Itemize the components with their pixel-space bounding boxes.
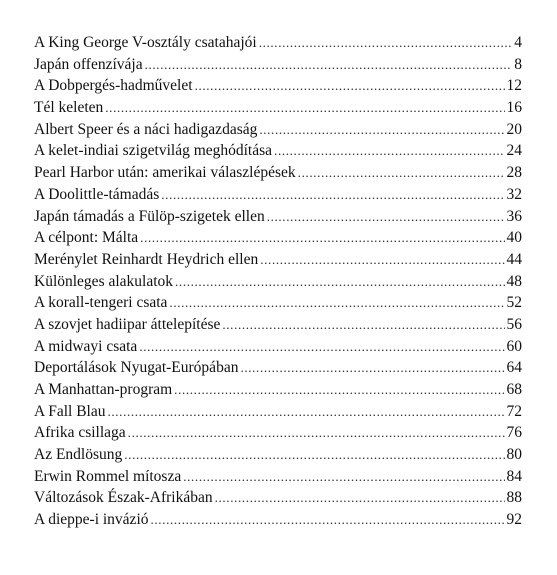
dot-leader <box>267 206 505 228</box>
toc-entry-page: 72 <box>506 402 522 420</box>
toc-entry[interactable] <box>34 314 522 336</box>
toc-entry-title: Afrika csillaga <box>34 424 126 442</box>
toc-entry[interactable] <box>34 401 522 423</box>
dot-leader <box>151 509 505 531</box>
toc-entry-title: A Doolittle-támadás <box>34 185 160 203</box>
toc-entry[interactable] <box>34 119 522 141</box>
dot-leader <box>124 444 504 466</box>
toc-entry-title: Merénylet Reinhardt Heydrich ellen <box>34 250 259 268</box>
toc-entry-page: 52 <box>506 294 522 312</box>
toc-entry[interactable] <box>34 227 522 249</box>
dot-leader <box>174 379 504 401</box>
toc-entry-title: Pearl Harbor után: amerikai válaszlépések <box>34 164 296 182</box>
toc-entry-page: 40 <box>506 229 522 247</box>
toc-entry[interactable] <box>34 336 522 358</box>
toc-entry-page: 16 <box>506 99 522 117</box>
toc-entry-title: Erwin Rommel mítosza <box>34 467 182 485</box>
toc-entry-title: Japán támadás a Fülöp-szigetek ellen <box>34 207 265 225</box>
toc-entry-title: A dieppe-i invázió <box>34 511 149 529</box>
toc-entry[interactable] <box>34 422 522 444</box>
toc-entry-title: A célpont: Málta <box>34 229 139 247</box>
toc-entry[interactable] <box>34 32 522 54</box>
toc-entry[interactable] <box>34 292 522 314</box>
dot-leader <box>195 75 505 97</box>
toc-entry-page: 76 <box>506 424 522 442</box>
toc-entry-page: 8 <box>514 55 522 73</box>
toc-entry[interactable] <box>34 249 522 271</box>
toc-entry-page: 92 <box>506 511 522 529</box>
dot-leader <box>161 184 504 206</box>
dot-leader <box>240 357 504 379</box>
toc-entry-page: 88 <box>506 489 522 507</box>
toc-entry[interactable] <box>34 466 522 488</box>
toc-entry[interactable] <box>34 184 522 206</box>
toc-entry-title: Japán offenzívája <box>34 55 143 73</box>
toc-entry-title: A midwayi csata <box>34 337 138 355</box>
toc-entry[interactable] <box>34 162 522 184</box>
toc-entry[interactable] <box>34 206 522 228</box>
toc-entry-page: 24 <box>506 142 522 160</box>
toc-entry[interactable] <box>34 75 522 97</box>
toc-entry-page: 36 <box>506 207 522 225</box>
dot-leader <box>105 97 504 119</box>
dot-leader <box>260 249 504 271</box>
toc-entry-page: 56 <box>506 315 522 333</box>
toc-entry-title: A Dobpergés-hadművelet <box>34 77 193 95</box>
toc-entry-title: Az Endlösung <box>34 446 123 464</box>
toc-entry-title: A kelet-indiai szigetvilág meghódítása <box>34 142 273 160</box>
toc-entry[interactable] <box>34 357 522 379</box>
dot-leader <box>298 162 505 184</box>
dot-leader <box>222 314 504 336</box>
toc-entry-page: 68 <box>506 381 522 398</box>
toc-entry-page: 32 <box>506 185 522 203</box>
dot-leader <box>175 271 504 293</box>
toc-entry-title: A szovjet hadiipar áttelepítése <box>34 315 221 333</box>
dot-leader <box>145 54 513 76</box>
toc-entry-title: Deportálások Nyugat-Európában <box>34 359 239 377</box>
toc-entry-title: A Fall Blau <box>34 402 106 420</box>
toc-entry-page: 4 <box>514 34 522 51</box>
dot-leader <box>169 292 504 314</box>
dot-leader <box>183 466 504 488</box>
toc-entry-title: A Manhattan-program <box>34 381 173 398</box>
toc-entry[interactable] <box>34 271 522 293</box>
dot-leader <box>139 336 504 358</box>
toc-entry-page: 44 <box>506 250 522 268</box>
toc-entry-page: 20 <box>506 120 522 138</box>
toc-entry-title: Albert Speer és a náci hadigazdaság <box>34 120 258 138</box>
toc-entry-page: 28 <box>506 164 522 182</box>
toc-entry[interactable] <box>34 509 522 531</box>
toc-entry-page: 64 <box>506 359 522 377</box>
toc-entry[interactable] <box>34 379 522 401</box>
toc-entry-title: Különleges alakulatok <box>34 272 174 290</box>
dot-leader <box>274 140 504 162</box>
toc-entry[interactable] <box>34 140 522 162</box>
toc-entry[interactable] <box>34 487 522 509</box>
dot-leader <box>140 227 504 249</box>
toc-entry-page: 84 <box>506 467 522 485</box>
toc-entry-title: Változások Észak-Afrikában <box>34 489 213 507</box>
toc-entry-title: A King George V-osztály csatahajói <box>34 34 257 51</box>
toc-entry-page: 48 <box>506 272 522 290</box>
toc-entry-page: 80 <box>506 446 522 464</box>
dot-leader <box>128 422 505 444</box>
dot-leader <box>259 32 513 54</box>
dot-leader <box>107 401 504 423</box>
toc-entry[interactable] <box>34 444 522 466</box>
toc-entry-page: 60 <box>506 337 522 355</box>
dot-leader <box>259 119 504 141</box>
toc-entry-title: A korall-tengeri csata <box>34 294 168 312</box>
toc-entry[interactable] <box>34 97 522 119</box>
dot-leader <box>215 487 505 509</box>
toc-entry-page: 12 <box>506 77 522 95</box>
toc-entry[interactable] <box>34 54 522 76</box>
table-of-contents <box>34 32 522 531</box>
toc-entry-title: Tél keleten <box>34 99 104 117</box>
